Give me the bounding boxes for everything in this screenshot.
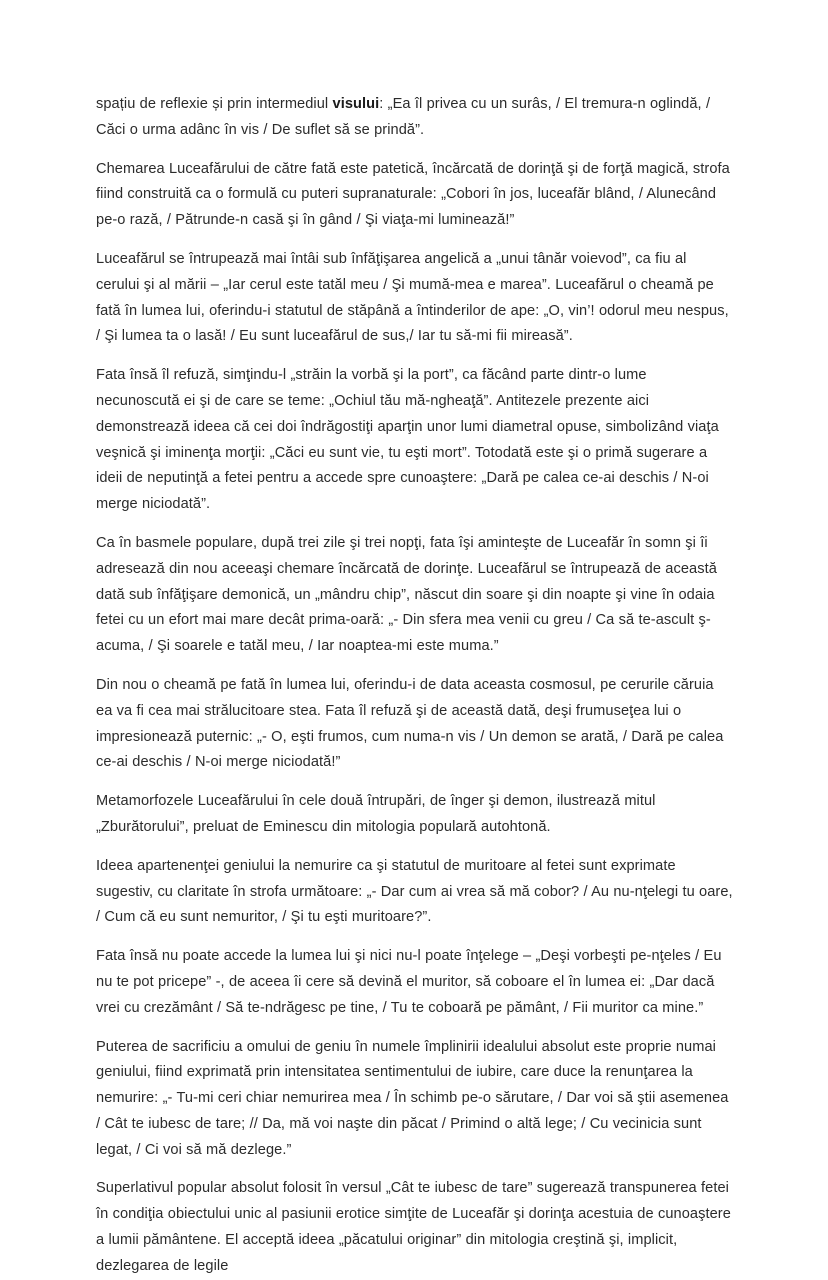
paragraph-6: Din nou o cheamă pe fată în lumea lui, oferindu-i de data aceasta cosmosul, pe cerurile căruia ea va fi cea mai strălucitoare stea. Fata îl refuză şi de această dată, deşi frumuseţea lui o impresionează puternic: „- O, eşti frumos, cum numa-n vis / Un demon se arată, / Dară pe calea ce-ai deschis / N-oi merge niciodată!” [96,676,724,771]
paragraph-7: Metamorfozele Luceafărului în cele două întrupări, de înger şi demon, ilustrează mitul „Zburătorului”, preluat de Eminescu din mitologia populară autohtonă. [96,793,656,835]
document-text-body [96,92,734,1280]
paragraph-5: Ca în basmele populare, după trei zile şi trei nopţi, fata îşi aminteşte de Luceafăr în somn şi îi adresează din nou aceeaşi chemare încărcată de dorinţe. Luceafărul se întrupează de această dată sub înfăţişare demonică, un „mândru chip”, născut din soare şi din noapte şi vine în odaia fetei cu un efort mai mare decât prima-oară: „- Din sfera mea venii cu greu / Ca să te-ascult ş-acuma, / Şi soarele e tatăl meu, / Iar noaptea-mi este muma.” [96,534,717,655]
paragraph-1-rest: : „Ea îl privea cu un surâs, / El tremura-n oglindă, / Căci o urma adânc în vis / De suflet să se prindă”. [96,96,711,138]
paragraph-9: Fata însă nu poate accede la lumea lui şi nici nu-l poate înţelege – „Deşi vorbeşti pe-nţeles / Eu nu te pot pricepe” -, de aceea îi cere să devină el muritor, să coboare el în lumea ei: „Dar dacă vrei cu crezământ / Să te-ndrăgesc pe tine, / Tu te coboară pe pământ, / Fii muritor ca mine.” [96,948,722,1016]
emphasis-visului: visului [332,96,380,112]
paragraph-8: Ideea apartenenţei geniului la nemurire ca şi statutul de muritoare al fetei sunt exprimate sugestiv, cu claritate în strofa următoare: „- Dar cum ai vrea să mă cobor? / Au nu-nţelegi tu oare, / Cum că eu sunt nemuritor, / Şi tu eşti muritoare?”. [96,857,733,926]
paragraph-4: Fata însă îl refuză, simţindu-l „străin la vorbă şi la port”, ca făcând parte dintr-o lume necunoscută ei şi de care se teme: „Ochiul tău mă-ngheaţă”. Antitezele prezente aici demonstrează ideea că cei doi îndrăgostiţi aparţin unor lumi diametral opuse, simbolizând viaţa veşnică şi iminenţa morţii: „Căci eu sunt vie, tu eşti mort”. Totodată este şi o primă sugerare a ideii de neputinţă a fetei pentru a accede spre cunoaştere: „Dară pe calea ce-ai deschis / N-oi merge niciodată”. [96,367,719,513]
paragraph-10: Puterea de sacrificiu a omului de geniu în numele împlinirii idealului absolut este proprie numai geniului, fiind exprimată prin intensitatea sentimentului de iubire, care duce la renunţarea la nemurire: „- Tu-mi ceri chiar nemurirea mea / În schimb pe-o sărutare, / Dar voi să ştii asemenea / Cât te iubesc de tare; // Da, mă voi naşte din păcat / Primind o altă lege; / Cu vecinicia sunt legat, / Ci voi să mă dezlege.” [96,1038,729,1158]
paragraph-2: Chemarea Luceafărului de către fată este patetică, încărcată de dorinţă şi de forţă magică, strofa fiind construită ca o formulă cu puteri supranaturale: „Cobori în jos, luceafăr blând, / Alunecând pe-o rază, / Pătrunde-n casă şi în gând / Şi viaţa-mi luminează!” [96,160,730,229]
paragraph-3: Luceafărul se întrupează mai întâi sub înfăţişarea angelică a „unui tânăr voievod”, ca fiu al cerului şi al mării – „Iar cerul este tatăl meu / Şi mumă-mea e marea”. Luceafărul o cheamă pe fată în lumea lui, oferindu-i statutul de stăpână a întinderilor de ape: „O, vin’! odorul meu nespus, / Şi lumea ta o lasă! / Eu sunt luceafărul de sus,/ Iar tu să-mi fii mireasă”. [96,250,729,345]
paragraph-1-lead: spațiu de reflexie și prin intermediul [96,96,333,112]
paragraph-11: Superlativul popular absolut folosit în versul „Cât te iubesc de tare” sugerează transpunerea fetei în condiţia obiectului unic al pasiunii erotice simţite de Luceafăr şi dorinţa acestuia de cunoaştere a lumii pământene. El acceptă ideea „păcatului originar” din mitologia creştină şi, implicit, dezlegarea de legile [96,1180,731,1274]
paragraph-1 [96,92,734,144]
